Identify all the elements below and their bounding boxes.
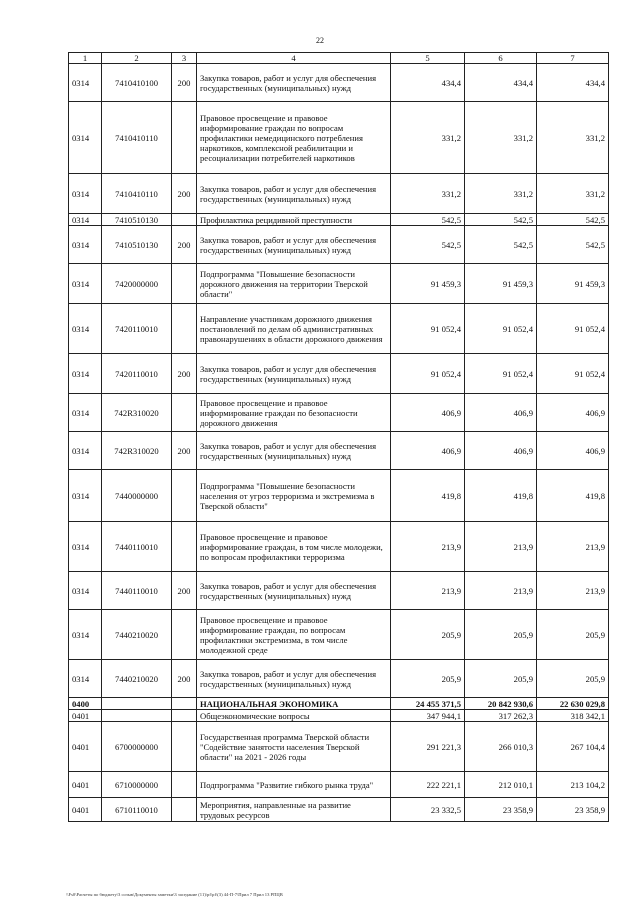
- amount-year2-cell: 419,8: [465, 470, 537, 522]
- target-code-cell: 7410410110: [102, 102, 172, 174]
- table-row: [69, 710, 609, 722]
- expense-type-cell: [172, 102, 197, 174]
- expense-type-cell: 200: [172, 432, 197, 470]
- section-code-cell: 0314: [69, 214, 102, 226]
- amount-year1-cell: 91 459,3: [391, 264, 465, 304]
- item-name-cell: Закупка товаров, работ и услуг для обеспечения государственных (муниципальных) нужд: [197, 64, 391, 102]
- item-name-cell: Закупка товаров, работ и услуг для обеспечения государственных (муниципальных) нужд: [197, 354, 391, 394]
- table-row: [69, 214, 609, 226]
- expense-type-cell: [172, 698, 197, 710]
- amount-year2-cell: 331,2: [465, 174, 537, 214]
- expense-type-cell: 200: [172, 572, 197, 610]
- target-code-cell: 7440110010: [102, 522, 172, 572]
- expense-type-cell: 200: [172, 354, 197, 394]
- table-row: [69, 722, 609, 772]
- item-name-cell: Мероприятия, направленные на развитие трудовых ресурсов: [197, 798, 391, 822]
- amount-year2-cell: 20 842 930,6: [465, 698, 537, 710]
- target-code-cell: 7410510130: [102, 214, 172, 226]
- page-number: 22: [316, 36, 324, 45]
- amount-year3-cell: 542,5: [537, 214, 609, 226]
- expense-type-cell: [172, 610, 197, 660]
- item-name-cell: Правовое просвещение и правовое информирование граждан по безопасности дорожного движения: [197, 394, 391, 432]
- table-row: [69, 264, 609, 304]
- column-header: 3: [172, 53, 197, 64]
- table-row: [69, 354, 609, 394]
- expense-type-cell: [172, 214, 197, 226]
- amount-year1-cell: 331,2: [391, 174, 465, 214]
- table-row: [69, 660, 609, 698]
- amount-year2-cell: 91 052,4: [465, 354, 537, 394]
- expense-type-cell: 200: [172, 226, 197, 264]
- amount-year3-cell: 213,9: [537, 572, 609, 610]
- amount-year1-cell: 205,9: [391, 610, 465, 660]
- item-name-cell: Закупка товаров, работ и услуг для обеспечения государственных (муниципальных) нужд: [197, 572, 391, 610]
- expense-type-cell: [172, 394, 197, 432]
- target-code-cell: 6700000000: [102, 722, 172, 772]
- item-name-cell: Закупка товаров, работ и услуг для обеспечения государственных (муниципальных) нужд: [197, 660, 391, 698]
- item-name-cell: НАЦИОНАЛЬНАЯ ЭКОНОМИКА: [197, 698, 391, 710]
- column-header: 2: [102, 53, 172, 64]
- table-row: [69, 432, 609, 470]
- amount-year1-cell: 542,5: [391, 214, 465, 226]
- table-row: [69, 572, 609, 610]
- amount-year3-cell: 434,4: [537, 64, 609, 102]
- amount-year3-cell: 213 104,2: [537, 772, 609, 798]
- expense-type-cell: [172, 772, 197, 798]
- target-code-cell: 7410510130: [102, 226, 172, 264]
- section-code-cell: 0314: [69, 470, 102, 522]
- amount-year2-cell: 91 459,3: [465, 264, 537, 304]
- expense-type-cell: [172, 710, 197, 722]
- amount-year1-cell: 222 221,1: [391, 772, 465, 798]
- amount-year2-cell: 213,9: [465, 572, 537, 610]
- item-name-cell: Государственная программа Тверской области "Содействие занятости населения Тверской области" на 2021 - 2026 годы: [197, 722, 391, 772]
- amount-year2-cell: 542,5: [465, 214, 537, 226]
- item-name-cell: Правовое просвещение и правовое информирование граждан по вопросам профилактики немедицинского потребления наркотиков, комплексной реабилитации и ресоциализации потребителей наркотиков: [197, 102, 391, 174]
- section-code-cell: 0400: [69, 698, 102, 710]
- target-code-cell: 7420000000: [102, 264, 172, 304]
- budget-table: [68, 52, 609, 822]
- amount-year3-cell: 91 052,4: [537, 304, 609, 354]
- amount-year1-cell: 542,5: [391, 226, 465, 264]
- amount-year1-cell: 213,9: [391, 522, 465, 572]
- table-row: [69, 304, 609, 354]
- expense-type-cell: [172, 522, 197, 572]
- target-code-cell: 6710000000: [102, 772, 172, 798]
- section-code-cell: 0314: [69, 660, 102, 698]
- table-header-row: [69, 53, 609, 64]
- item-name-cell: Правовое просвещение и правовое информирование граждан, по вопросам профилактики экстремизма, в том числе молодежной среде: [197, 610, 391, 660]
- table-row: [69, 394, 609, 432]
- amount-year1-cell: 434,4: [391, 64, 465, 102]
- amount-year1-cell: 91 052,4: [391, 354, 465, 394]
- table-row: [69, 772, 609, 798]
- section-code-cell: 0314: [69, 264, 102, 304]
- amount-year3-cell: 91 459,3: [537, 264, 609, 304]
- section-code-cell: 0314: [69, 522, 102, 572]
- amount-year2-cell: 542,5: [465, 226, 537, 264]
- expense-type-cell: 200: [172, 174, 197, 214]
- section-code-cell: 0314: [69, 394, 102, 432]
- item-name-cell: Закупка товаров, работ и услуг для обеспечения государственных (муниципальных) нужд: [197, 226, 391, 264]
- amount-year2-cell: 212 010,1: [465, 772, 537, 798]
- expense-type-cell: 200: [172, 64, 197, 102]
- expense-type-cell: 200: [172, 660, 197, 698]
- section-code-cell: 0314: [69, 572, 102, 610]
- item-name-cell: Направление участникам дорожного движения постановлений по делам об административных правонарушениях в области дорожного движения: [197, 304, 391, 354]
- amount-year3-cell: 542,5: [537, 226, 609, 264]
- expense-type-cell: [172, 470, 197, 522]
- amount-year3-cell: 318 342,1: [537, 710, 609, 722]
- column-header: 5: [391, 53, 465, 64]
- amount-year1-cell: 406,9: [391, 394, 465, 432]
- amount-year3-cell: 406,9: [537, 394, 609, 432]
- section-code-cell: 0314: [69, 102, 102, 174]
- target-code-cell: [102, 710, 172, 722]
- target-code-cell: 7440210020: [102, 610, 172, 660]
- amount-year1-cell: 24 455 371,5: [391, 698, 465, 710]
- amount-year1-cell: 406,9: [391, 432, 465, 470]
- table-row: [69, 698, 609, 710]
- amount-year2-cell: 205,9: [465, 660, 537, 698]
- target-code-cell: 7420110010: [102, 354, 172, 394]
- target-code-cell: 742R310020: [102, 394, 172, 432]
- expense-type-cell: [172, 722, 197, 772]
- expense-type-cell: [172, 798, 197, 822]
- item-name-cell: Общеэкономические вопросы: [197, 710, 391, 722]
- target-code-cell: 6710110010: [102, 798, 172, 822]
- amount-year3-cell: 331,2: [537, 174, 609, 214]
- amount-year2-cell: 23 358,9: [465, 798, 537, 822]
- amount-year3-cell: 419,8: [537, 470, 609, 522]
- expense-type-cell: [172, 264, 197, 304]
- item-name-cell: Профилактика рецидивной преступности: [197, 214, 391, 226]
- amount-year3-cell: 205,9: [537, 610, 609, 660]
- amount-year3-cell: 23 358,9: [537, 798, 609, 822]
- section-code-cell: 0314: [69, 610, 102, 660]
- item-name-cell: Подпрограмма "Повышение безопасности населения от угроз терроризма и экстремизма в Тверской области": [197, 470, 391, 522]
- amount-year2-cell: 406,9: [465, 432, 537, 470]
- amount-year2-cell: 434,4: [465, 64, 537, 102]
- amount-year3-cell: 331,2: [537, 102, 609, 174]
- target-code-cell: 7440210020: [102, 660, 172, 698]
- amount-year3-cell: 267 104,4: [537, 722, 609, 772]
- amount-year2-cell: 406,9: [465, 394, 537, 432]
- amount-year3-cell: 406,9: [537, 432, 609, 470]
- target-code-cell: [102, 698, 172, 710]
- table-row: [69, 102, 609, 174]
- amount-year1-cell: 23 332,5: [391, 798, 465, 822]
- amount-year1-cell: 91 052,4: [391, 304, 465, 354]
- section-code-cell: 0314: [69, 64, 102, 102]
- table-row: [69, 798, 609, 822]
- amount-year2-cell: 331,2: [465, 102, 537, 174]
- amount-year1-cell: 213,9: [391, 572, 465, 610]
- amount-year3-cell: 213,9: [537, 522, 609, 572]
- column-header: 7: [537, 53, 609, 64]
- column-header: 4: [197, 53, 391, 64]
- amount-year3-cell: 22 630 029,8: [537, 698, 609, 710]
- file-path-footer: \\Fs0\Расчеты по бюджету\3 созыв\Документы заметки\3 заседание (11)\pf\pf\(3) 44-П-7\Прил 7 Прил 13 РПЦВ: [66, 892, 283, 897]
- table-row: [69, 610, 609, 660]
- target-code-cell: 7440110010: [102, 572, 172, 610]
- table-row: [69, 174, 609, 214]
- section-code-cell: 0314: [69, 174, 102, 214]
- column-header: 6: [465, 53, 537, 64]
- section-code-cell: 0401: [69, 710, 102, 722]
- amount-year2-cell: 213,9: [465, 522, 537, 572]
- amount-year2-cell: 317 262,3: [465, 710, 537, 722]
- section-code-cell: 0314: [69, 432, 102, 470]
- table-row: [69, 470, 609, 522]
- table-row: [69, 522, 609, 572]
- item-name-cell: Закупка товаров, работ и услуг для обеспечения государственных (муниципальных) нужд: [197, 432, 391, 470]
- item-name-cell: Подпрограмма "Развитие гибкого рынка труда": [197, 772, 391, 798]
- item-name-cell: Закупка товаров, работ и услуг для обеспечения государственных (муниципальных) нужд: [197, 174, 391, 214]
- amount-year2-cell: 205,9: [465, 610, 537, 660]
- section-code-cell: 0314: [69, 226, 102, 264]
- amount-year2-cell: 266 010,3: [465, 722, 537, 772]
- target-code-cell: 742R310020: [102, 432, 172, 470]
- item-name-cell: Подпрограмма "Повышение безопасности дорожного движения на территории Тверской области": [197, 264, 391, 304]
- section-code-cell: 0314: [69, 354, 102, 394]
- target-code-cell: 7420110010: [102, 304, 172, 354]
- table-row: [69, 64, 609, 102]
- amount-year1-cell: 331,2: [391, 102, 465, 174]
- target-code-cell: 7410410110: [102, 174, 172, 214]
- table-row: [69, 226, 609, 264]
- section-code-cell: 0401: [69, 772, 102, 798]
- column-header: 1: [69, 53, 102, 64]
- amount-year1-cell: 419,8: [391, 470, 465, 522]
- amount-year3-cell: 91 052,4: [537, 354, 609, 394]
- amount-year1-cell: 205,9: [391, 660, 465, 698]
- amount-year2-cell: 91 052,4: [465, 304, 537, 354]
- section-code-cell: 0401: [69, 722, 102, 772]
- amount-year1-cell: 347 944,1: [391, 710, 465, 722]
- target-code-cell: 7410410100: [102, 64, 172, 102]
- expense-type-cell: [172, 304, 197, 354]
- item-name-cell: Правовое просвещение и правовое информирование граждан, в том числе молодежи, по вопросам профилактики терроризма: [197, 522, 391, 572]
- amount-year3-cell: 205,9: [537, 660, 609, 698]
- section-code-cell: 0401: [69, 798, 102, 822]
- section-code-cell: 0314: [69, 304, 102, 354]
- target-code-cell: 7440000000: [102, 470, 172, 522]
- amount-year1-cell: 291 221,3: [391, 722, 465, 772]
